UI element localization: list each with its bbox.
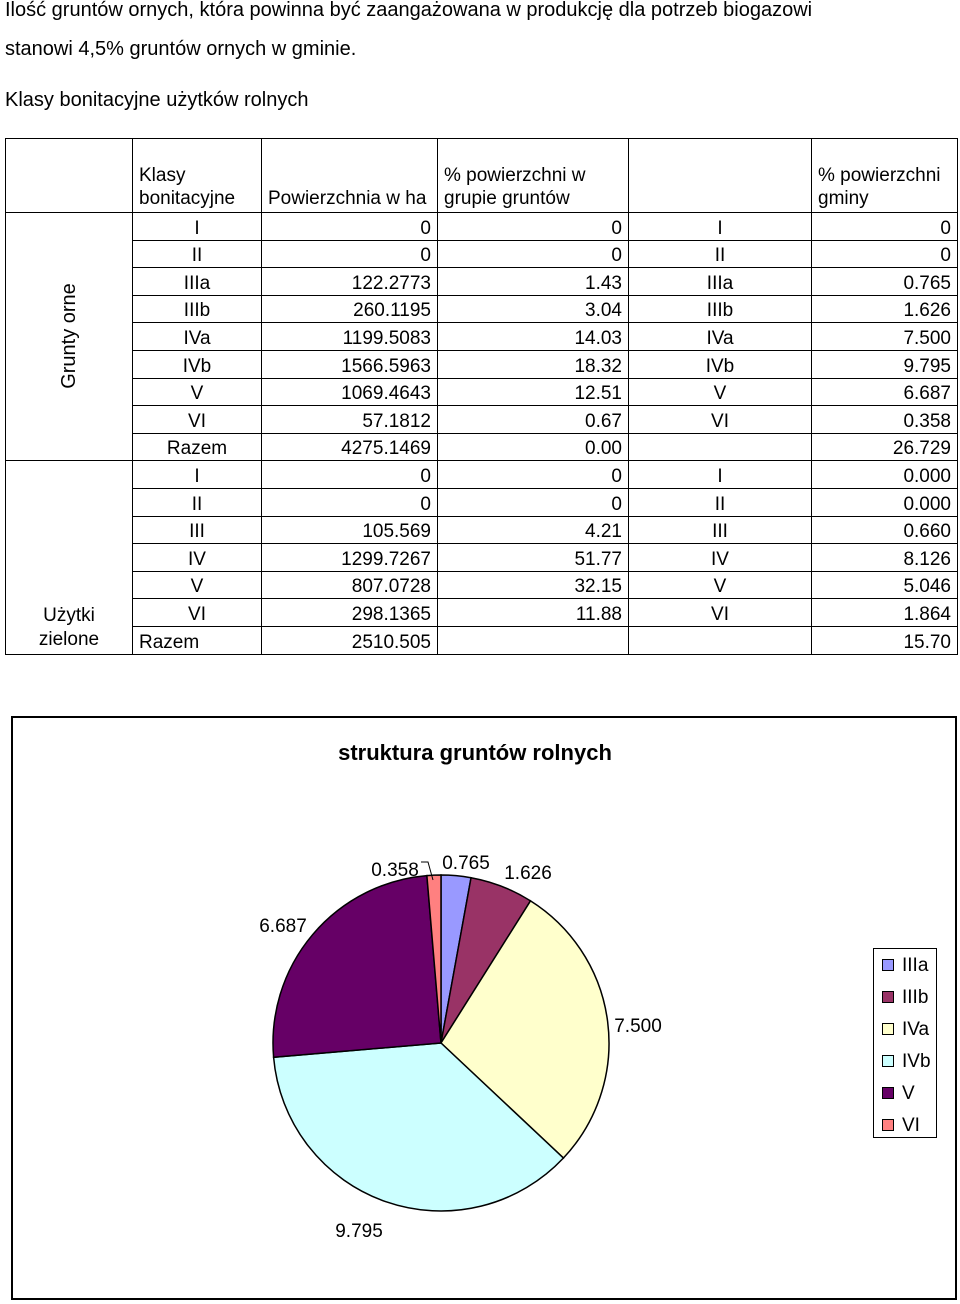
cell-klasa-2 (629, 433, 812, 461)
cell-pct-gmina: 7.500 (812, 323, 958, 351)
table-row (6, 544, 958, 572)
cell-klasa-2: I (629, 213, 812, 241)
cell-pct-gmina: 5.046 (812, 571, 958, 599)
cell-powierzchnia: 1199.5083 (262, 323, 438, 351)
cell-powierzchnia: 4275.1469 (262, 433, 438, 461)
cell-powierzchnia: 0 (262, 488, 438, 516)
chart-title: struktura gruntów rolnych (338, 740, 612, 765)
cell-pct-grupa: 11.88 (438, 599, 629, 627)
cell-pct-gmina: 0.000 (812, 461, 958, 489)
table-header-row (6, 139, 958, 213)
cell-powierzchnia: 57.1812 (262, 406, 438, 434)
cell-pct-grupa: 0 (438, 488, 629, 516)
cell-klasa: V (133, 378, 262, 406)
cell-klasa: IIIb (133, 295, 262, 323)
cell-klasa-2: II (629, 488, 812, 516)
legend-label: IIIa (902, 955, 929, 976)
cell-powierzchnia: 122.2773 (262, 268, 438, 296)
table-row (6, 516, 958, 544)
intro-line-1: Ilość gruntów ornych, która powinna być zaangażowana w produkcję dla potrzeb biogazowi (5, 0, 813, 21)
cell-pct-grupa: 14.03 (438, 323, 629, 351)
table-row (6, 213, 958, 241)
cell-powierzchnia: 1069.4643 (262, 378, 438, 406)
legend-swatch (882, 1055, 894, 1067)
bonitation-table (5, 138, 958, 655)
header-pct-gmina: % powierzchni gminy (812, 139, 958, 213)
cell-pct-gmina: 6.687 (812, 378, 958, 406)
section-heading: Klasy bonitacyjne użytków rolnych (5, 89, 309, 111)
cell-pct-gmina: 0.660 (812, 516, 958, 544)
cell-pct-grupa (438, 626, 629, 654)
data-label-vi: 0.358 (371, 860, 419, 881)
cell-klasa: Razem (133, 626, 262, 654)
table-row (6, 599, 958, 627)
intro-line-2: stanowi 4,5% gruntów ornych w gminie. (5, 38, 357, 60)
cell-pct-grupa: 0.00 (438, 433, 629, 461)
header-group-cell (6, 139, 133, 213)
legend-swatch (882, 1023, 894, 1035)
cell-klasa: IIIa (133, 268, 262, 296)
cell-klasa-2: IV (629, 544, 812, 572)
cell-klasa-2: III (629, 516, 812, 544)
cell-pct-grupa: 1.43 (438, 268, 629, 296)
table-row (6, 433, 958, 461)
cell-powierzchnia: 2510.505 (262, 626, 438, 654)
cell-klasa-2: IVb (629, 350, 812, 378)
cell-pct-grupa: 18.32 (438, 350, 629, 378)
legend-label: VI (902, 1115, 920, 1136)
cell-powierzchnia: 1299.7267 (262, 544, 438, 572)
data-label-iiia: 0.765 (442, 853, 490, 874)
data-label-v: 6.687 (259, 916, 307, 937)
cell-klasa: II (133, 240, 262, 268)
cell-pct-gmina: 1.864 (812, 599, 958, 627)
legend-label: IVb (902, 1051, 931, 1072)
legend-swatch (882, 959, 894, 971)
legend-label: IVa (902, 1019, 930, 1040)
cell-pct-grupa: 0 (438, 240, 629, 268)
cell-pct-grupa: 0 (438, 213, 629, 241)
cell-klasa-2: I (629, 461, 812, 489)
cell-pct-gmina: 15.70 (812, 626, 958, 654)
legend-swatch (882, 991, 894, 1003)
cell-klasa-2: V (629, 378, 812, 406)
cell-pct-gmina: 26.729 (812, 433, 958, 461)
table-row (6, 378, 958, 406)
cell-klasa: IV (133, 544, 262, 572)
cell-klasa: III (133, 516, 262, 544)
cell-pct-grupa: 3.04 (438, 295, 629, 323)
cell-pct-gmina: 9.795 (812, 350, 958, 378)
cell-klasa: VI (133, 406, 262, 434)
table-row (6, 240, 958, 268)
cell-powierzchnia: 0 (262, 213, 438, 241)
cell-klasa: IVb (133, 350, 262, 378)
data-label-ivb: 9.795 (335, 1221, 383, 1242)
table-row (6, 323, 958, 351)
table-row (6, 406, 958, 434)
group-label-grunty-orne (6, 213, 133, 461)
pie-chart (13, 718, 955, 1298)
table-row (6, 350, 958, 378)
table-row (6, 295, 958, 323)
cell-klasa: IVa (133, 323, 262, 351)
legend-swatch (882, 1119, 894, 1131)
cell-pct-grupa: 0.67 (438, 406, 629, 434)
legend-label: V (902, 1083, 915, 1104)
cell-pct-gmina: 1.626 (812, 295, 958, 323)
cell-klasa-2: IIIa (629, 268, 812, 296)
cell-klasa: V (133, 571, 262, 599)
legend-swatch (882, 1087, 894, 1099)
cell-pct-gmina: 8.126 (812, 544, 958, 572)
cell-pct-gmina: 0.000 (812, 488, 958, 516)
chart-frame (11, 716, 957, 1300)
cell-klasa-2: VI (629, 406, 812, 434)
data-label-iiib: 1.626 (504, 863, 552, 884)
cell-klasa: II (133, 488, 262, 516)
cell-pct-grupa: 51.77 (438, 544, 629, 572)
table-row (6, 461, 958, 489)
cell-klasa: I (133, 461, 262, 489)
cell-klasa-2: II (629, 240, 812, 268)
legend-label: IIIb (902, 987, 929, 1008)
cell-klasa: Razem (133, 433, 262, 461)
table-row (6, 488, 958, 516)
chart-legend (873, 948, 937, 1138)
cell-klasa: I (133, 213, 262, 241)
cell-klasa-2: V (629, 571, 812, 599)
table-row (6, 626, 958, 654)
data-label-iva: 7.500 (614, 1016, 662, 1037)
cell-pct-grupa: 4.21 (438, 516, 629, 544)
cell-pct-grupa: 32.15 (438, 571, 629, 599)
table-row (6, 571, 958, 599)
cell-pct-gmina: 0.765 (812, 268, 958, 296)
group-label-text: Grunty orne (57, 283, 80, 389)
header-klasy: Klasy bonitacyjne (133, 139, 262, 213)
cell-klasa-2: IIIb (629, 295, 812, 323)
cell-pct-grupa: 12.51 (438, 378, 629, 406)
cell-powierzchnia: 298.1365 (262, 599, 438, 627)
cell-powierzchnia: 1566.5963 (262, 350, 438, 378)
pie-slice-v (273, 876, 441, 1058)
cell-pct-grupa: 0 (438, 461, 629, 489)
cell-powierzchnia: 807.0728 (262, 571, 438, 599)
cell-powierzchnia: 0 (262, 461, 438, 489)
cell-klasa-2: VI (629, 599, 812, 627)
cell-pct-gmina: 0.358 (812, 406, 958, 434)
cell-powierzchnia: 105.569 (262, 516, 438, 544)
header-powierzchnia: Powierzchnia w ha (262, 139, 438, 213)
header-empty (629, 139, 812, 213)
cell-pct-gmina: 0 (812, 213, 958, 241)
cell-powierzchnia: 0 (262, 240, 438, 268)
cell-pct-gmina: 0 (812, 240, 958, 268)
cell-powierzchnia: 260.1195 (262, 295, 438, 323)
cell-klasa: VI (133, 599, 262, 627)
header-pct-grupa: % powierzchni w grupie gruntów (438, 139, 629, 213)
cell-klasa-2: IVa (629, 323, 812, 351)
group-label-uzytki-zielone: Użytki zielone (6, 461, 133, 654)
table-row (6, 268, 958, 296)
cell-klasa-2 (629, 626, 812, 654)
